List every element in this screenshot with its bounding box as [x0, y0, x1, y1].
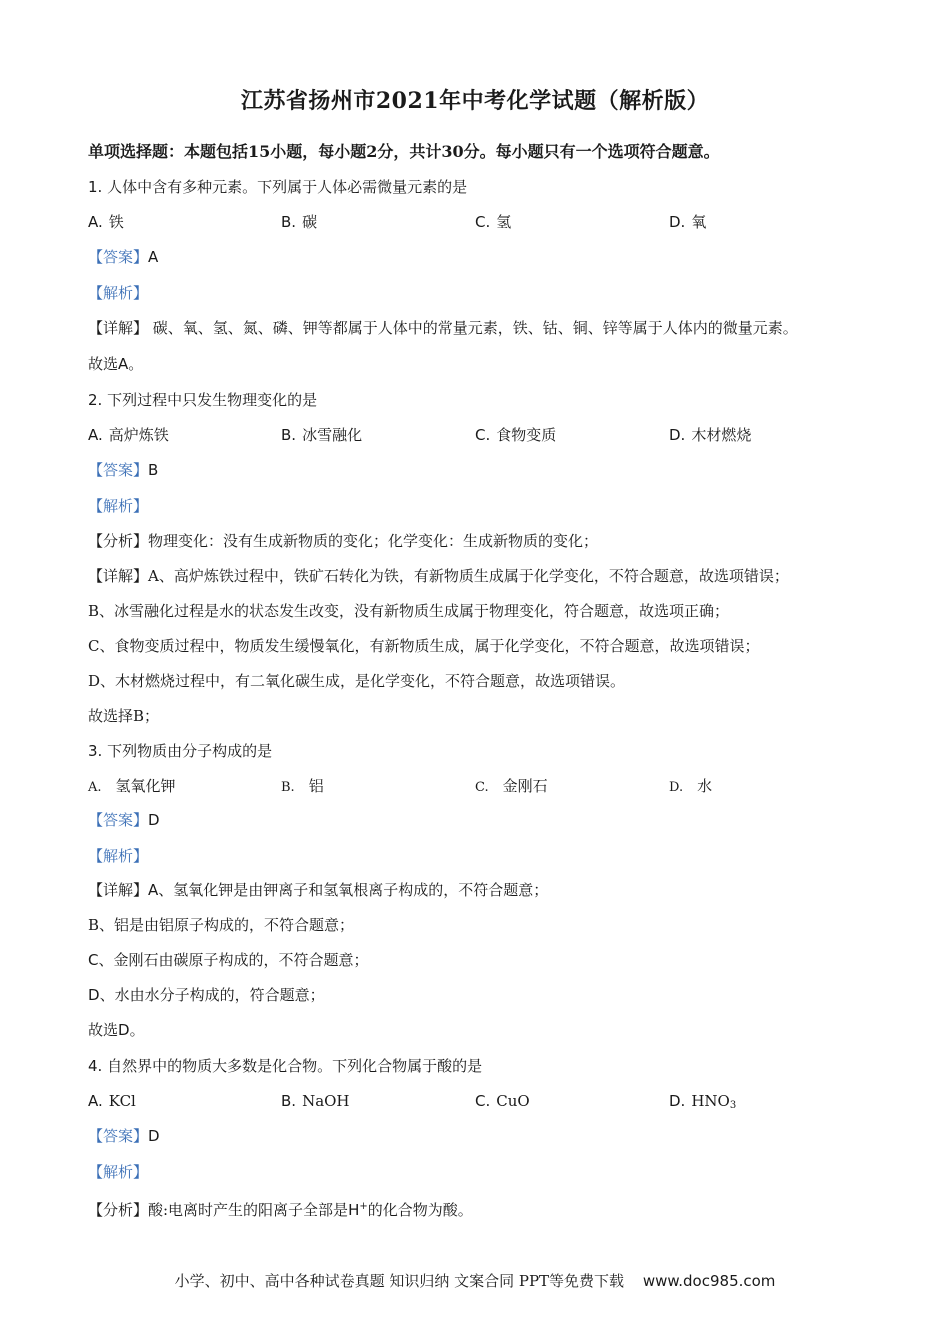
q1-detail: 【详解】 碳、氧、氢、氮、磷、钾等都属于人体中的常量元素，铁、钴、铜、锌等属于人体内的微量元素。 [88, 319, 798, 337]
page-title: 江苏省扬州市2021年中考化学试题（解析版） [240, 88, 710, 114]
question-3-stem [88, 741, 272, 761]
q3-option-b: B. 铝 [281, 777, 324, 795]
q4-option-d: D. $HNO_3$ [669, 1092, 737, 1111]
q1-conclusion: 故选A。 [88, 355, 144, 373]
question-1-stem [88, 177, 467, 197]
question-2-text: 下列过程中只发生物理变化的是 [107, 391, 318, 409]
q2-analysis-tag: 【解析】 [88, 497, 149, 515]
question-4-stem [88, 1056, 482, 1076]
q2-option-d: D. 木材燃烧 [669, 426, 752, 444]
q4-analysis-tag: 【解析】 [88, 1163, 149, 1181]
footer-url-link[interactable]: www.doc985.com [642, 1272, 776, 1290]
question-4-number: 4. [88, 1057, 103, 1075]
page-footer [0, 1270, 950, 1291]
q2-option-a: A. 高炉炼铁 [88, 426, 169, 444]
section-instruction: 单项选择题：本题包括15小题，每小题2分，共计30分。每小题只有一个选项符合题意。 [88, 142, 720, 161]
q1-option-d: D. 氧 [669, 213, 707, 231]
q1-option-c: C. 氢 [475, 213, 512, 231]
q3-detail-d: D、水由水分子构成的，符合题意； [88, 986, 325, 1004]
q2-conclusion: 故选择B； [88, 707, 160, 725]
q1-analysis-tag: 【解析】 [88, 284, 149, 302]
footer-text: 小学、初中、高中各种试卷真题 知识归纳 文案合同 PPT等免费下载 [174, 1272, 625, 1290]
q1-option-b: B. 碳 [281, 213, 318, 231]
question-1-text: 人体中含有多种元素。下列属于人体必需微量元素的是 [107, 178, 468, 196]
q2-detail-c: C、食物变质过程中，物质发生缓慢氧化，有新物质生成，属于化学变化，不符合题意，故选项错误； [88, 637, 760, 655]
q2-detail-b: B、冰雪融化过程是水的状态发生改变，没有新物质生成属于物理变化，符合题意，故选项正确； [88, 602, 730, 620]
q4-answer: 【答案】D [88, 1127, 160, 1145]
question-4-text: 自然界中的物质大多数是化合物。下列化合物属于酸的是 [107, 1057, 483, 1075]
q2-option-b: B. 冰雪融化 [281, 426, 363, 444]
q3-option-d: D. 水 [669, 777, 713, 795]
q3-option-a: A. 氢氧化钾 [88, 777, 176, 795]
q3-detail-b: B、铝是由铝原子构成的，不符合题意； [88, 916, 355, 934]
question-2-number: 2. [88, 391, 103, 409]
q3-conclusion: 故选D。 [88, 1021, 145, 1039]
q4-fenxi: 【分析】酸:电离时产生的阳离子全部是H+的化合物为酸。 [88, 1201, 473, 1219]
question-1-number: 1. [88, 178, 103, 196]
q3-detail-c: C、金刚石由碳原子构成的，不符合题意； [88, 951, 369, 969]
q3-analysis-tag: 【解析】 [88, 847, 149, 865]
q1-option-a: A. 铁 [88, 213, 124, 231]
q2-fenxi: 【分析】物理变化：没有生成新物质的变化；化学变化：生成新物质的变化； [88, 532, 599, 550]
q3-answer: 【答案】D [88, 811, 160, 829]
q4-option-a: A. KCl [88, 1092, 136, 1110]
q4-option-b: B. NaOH [281, 1092, 350, 1110]
q2-detail-d: D、木材燃烧过程中，有二氧化碳生成，是化学变化，不符合题意，故选项错误。 [88, 672, 626, 690]
q1-answer: 【答案】A [88, 248, 159, 266]
q2-option-c: C. 食物变质 [475, 426, 557, 444]
q2-answer: 【答案】B [88, 461, 159, 479]
question-3-text: 下列物质由分子构成的是 [107, 742, 273, 760]
q2-detail-a: 【详解】A、高炉炼铁过程中，铁矿石转化为铁，有新物质生成属于化学变化，不符合题意，故选项错误； [88, 567, 789, 585]
question-2-stem [88, 390, 317, 410]
question-3-number: 3. [88, 742, 103, 760]
q3-option-c: C. 金刚石 [475, 777, 548, 795]
q4-option-c: C. CuO [475, 1092, 530, 1110]
q3-detail-a: 【详解】A、氢氧化钾是由钾离子和氢氧根离子构成的，不符合题意； [88, 881, 549, 899]
